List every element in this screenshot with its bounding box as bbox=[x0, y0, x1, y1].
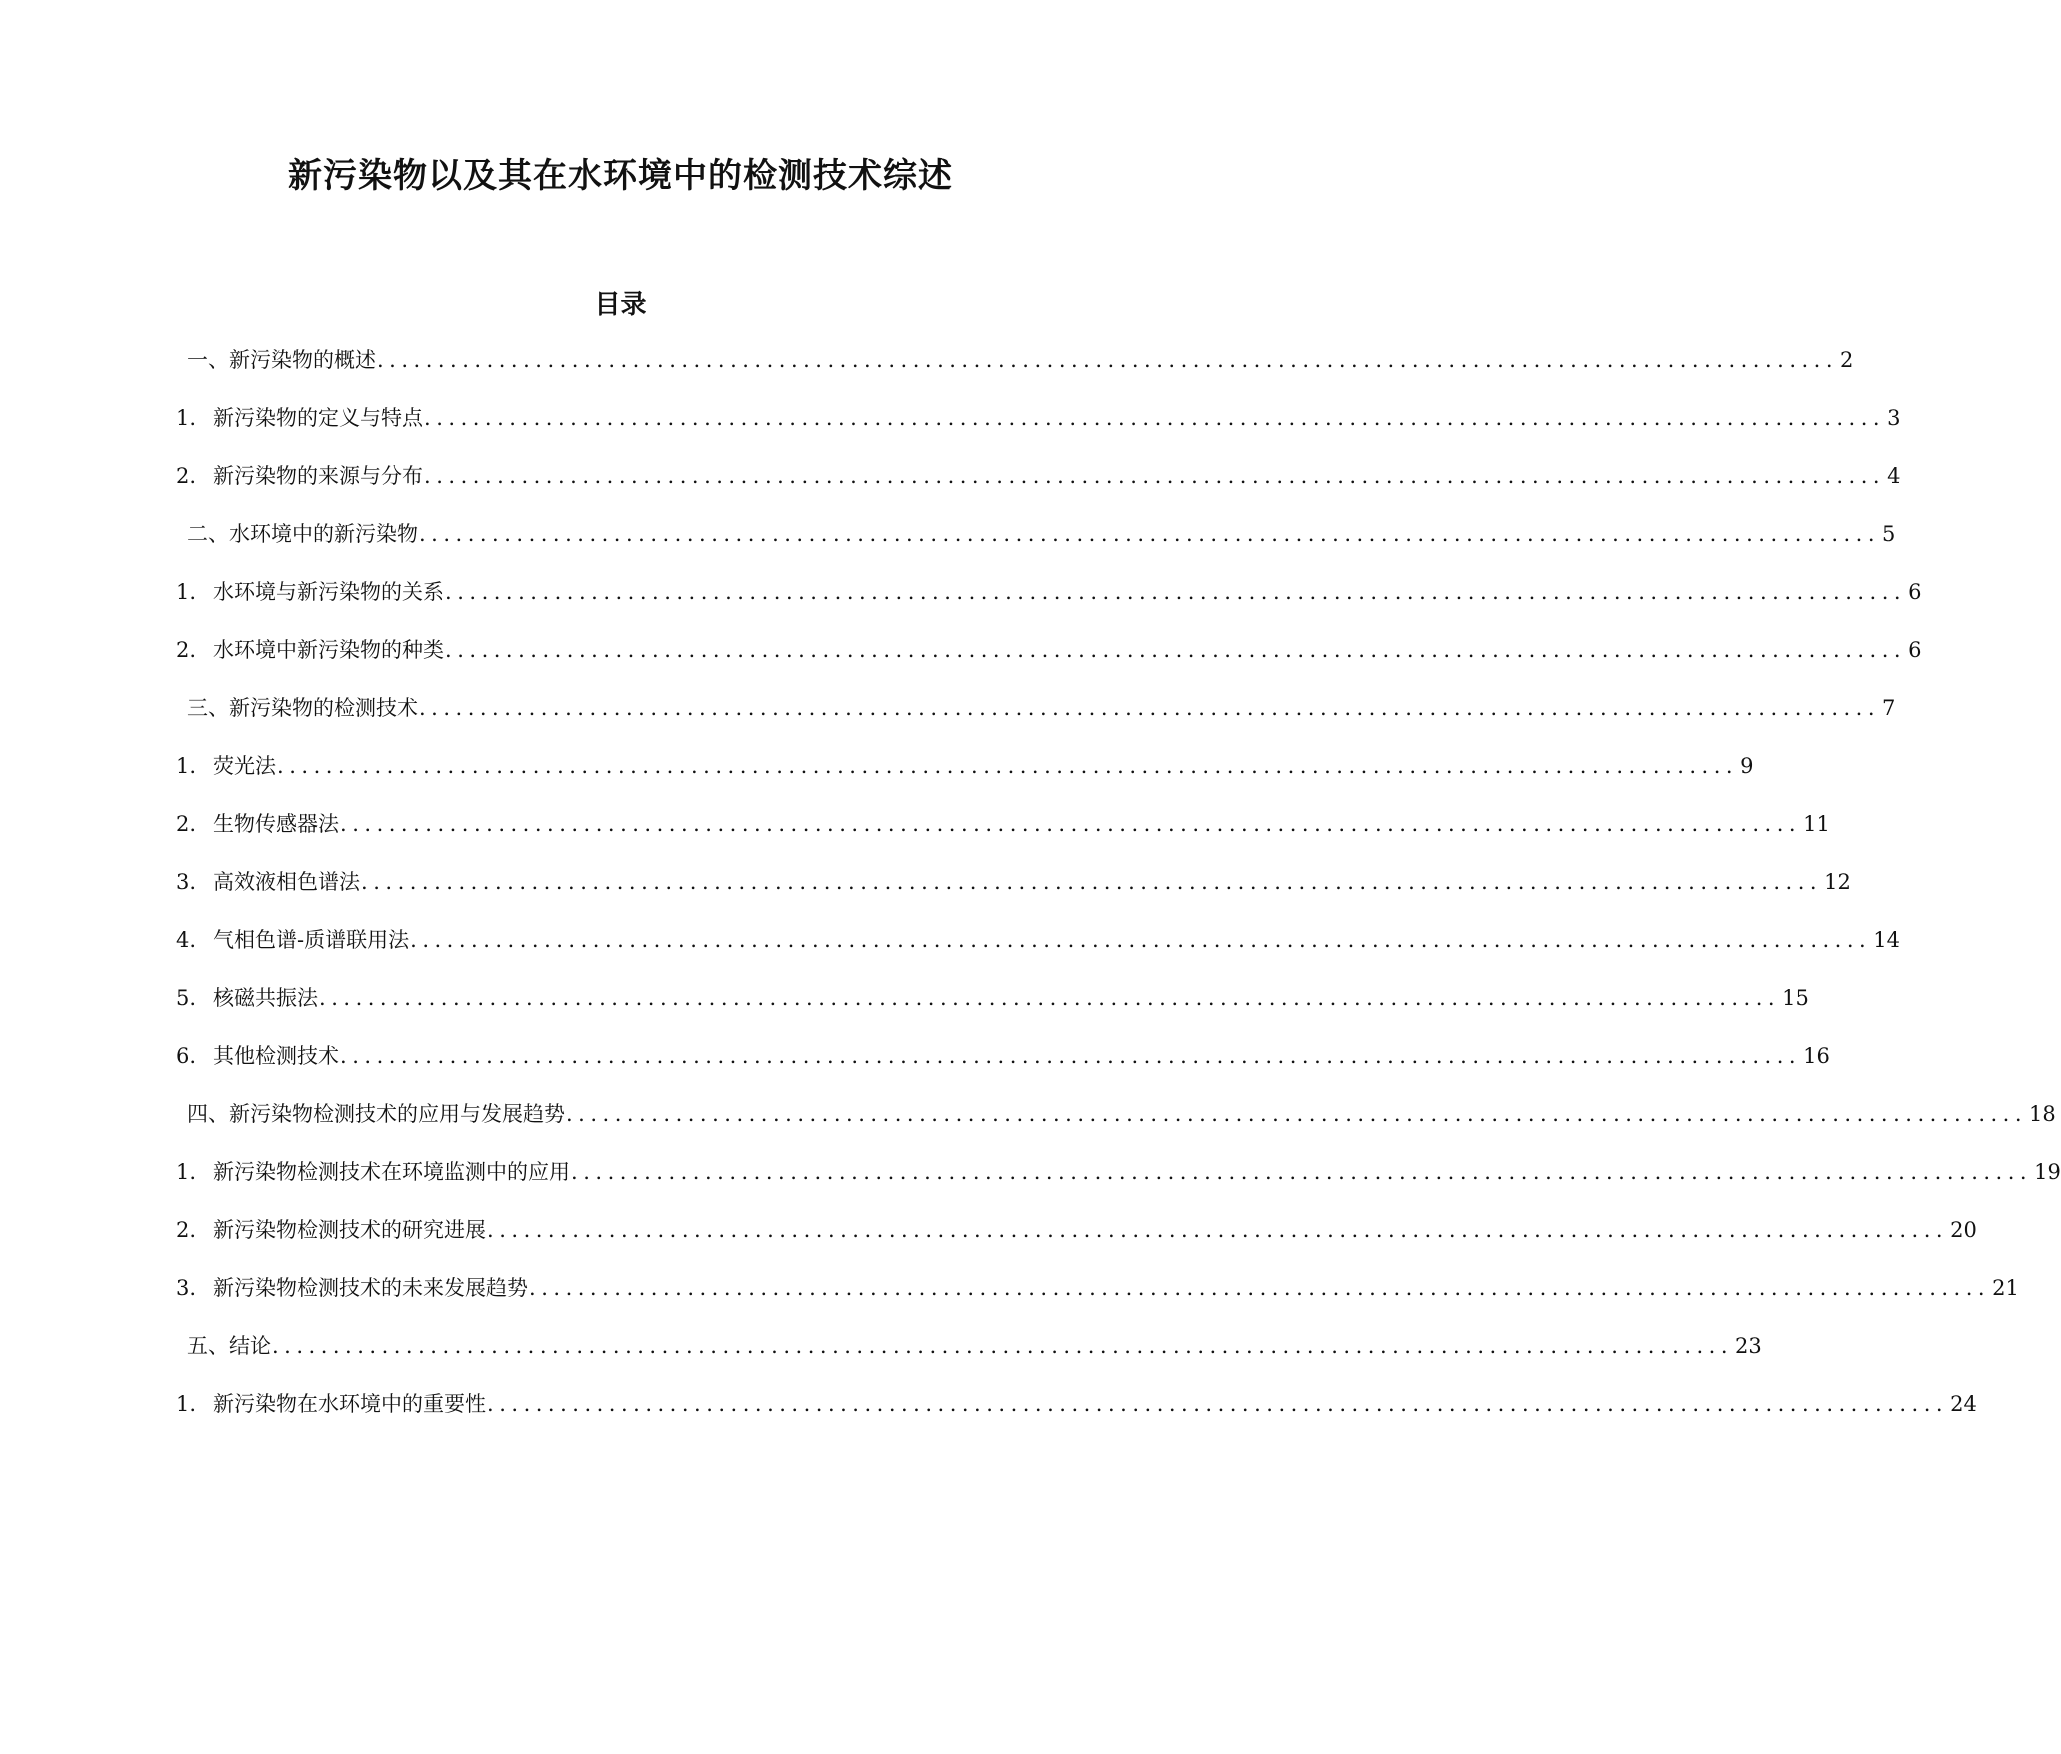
toc-dot-leader: ........................................................................................................................ bbox=[419, 522, 1881, 546]
toc-entry-label: 新污染物检测技术的未来发展趋势 bbox=[213, 1276, 529, 1300]
toc-section-entry[interactable] bbox=[187, 518, 1896, 552]
toc-entry-label: 四、新污染物检测技术的应用与发展趋势 bbox=[187, 1102, 565, 1126]
toc-entry-number: 3. bbox=[176, 870, 197, 894]
toc-entry-number: 6. bbox=[176, 1044, 197, 1068]
toc-subsection-entry[interactable] bbox=[176, 1272, 2019, 1306]
toc-entry-number: 5. bbox=[176, 986, 197, 1010]
toc-page-number: 21 bbox=[1992, 1276, 2019, 1300]
toc-dot-leader: ........................................................................................................................ bbox=[445, 580, 1907, 604]
toc-page-number: 14 bbox=[1873, 928, 1900, 952]
toc-dot-leader: ........................................................................................................................ bbox=[277, 754, 1739, 778]
toc-subsection-entry[interactable] bbox=[176, 808, 1830, 842]
toc-section-entry[interactable] bbox=[187, 1330, 1762, 1364]
toc-dot-leader: ........................................................................................................................ bbox=[529, 1276, 1991, 1300]
toc-dot-leader: ........................................................................................................................ bbox=[487, 1392, 1949, 1416]
toc-page-number: 7 bbox=[1882, 696, 1896, 720]
toc-dot-leader: ........................................................................................................................ bbox=[272, 1334, 1734, 1358]
toc-dot-leader: ........................................................................................................................ bbox=[361, 870, 1823, 894]
toc-page-number: 23 bbox=[1735, 1334, 1762, 1358]
toc-page-number: 5 bbox=[1882, 522, 1896, 546]
toc-entry-label: 三、新污染物的检测技术 bbox=[187, 696, 418, 720]
toc-entry-label: 五、结论 bbox=[187, 1334, 271, 1358]
toc-dot-leader: ........................................................................................................................ bbox=[377, 348, 1839, 372]
toc-entry-number: 2. bbox=[176, 638, 197, 662]
toc-page-number: 6 bbox=[1908, 580, 1922, 604]
toc-subsection-entry[interactable] bbox=[176, 402, 1901, 436]
toc-dot-leader: ........................................................................................................................ bbox=[424, 406, 1886, 430]
toc-subsection-entry[interactable] bbox=[176, 750, 1754, 784]
toc-section-entry[interactable] bbox=[187, 692, 1896, 726]
toc-entry-label: 荧光法 bbox=[213, 754, 277, 778]
toc-section-entry[interactable] bbox=[187, 344, 1854, 378]
toc-subsection-entry[interactable] bbox=[176, 460, 1901, 494]
toc-entry-label: 新污染物在水环境中的重要性 bbox=[213, 1392, 487, 1416]
toc-page-number: 11 bbox=[1803, 812, 1830, 836]
toc-dot-leader: ........................................................................................................................ bbox=[319, 986, 1781, 1010]
toc-entry-number: 1. bbox=[176, 1160, 197, 1184]
toc-page-number: 15 bbox=[1782, 986, 1809, 1010]
toc-page-number: 3 bbox=[1887, 406, 1901, 430]
toc-subsection-entry[interactable] bbox=[176, 924, 1900, 958]
toc-entry-number: 2. bbox=[176, 1218, 197, 1242]
toc-dot-leader: ........................................................................................................................ bbox=[340, 1044, 1802, 1068]
toc-page-number: 24 bbox=[1950, 1392, 1977, 1416]
toc-subsection-entry[interactable] bbox=[176, 1156, 2061, 1190]
toc-subsection-entry[interactable] bbox=[176, 1214, 1977, 1248]
toc-dot-leader: ........................................................................................................................ bbox=[419, 696, 1881, 720]
toc-entry-label: 核磁共振法 bbox=[213, 986, 319, 1010]
toc-dot-leader: ........................................................................................................................ bbox=[424, 464, 1886, 488]
toc-subsection-entry[interactable] bbox=[176, 576, 1922, 610]
toc-entry-label: 二、水环境中的新污染物 bbox=[187, 522, 418, 546]
toc-entry-label: 水环境中新污染物的种类 bbox=[213, 638, 445, 662]
toc-dot-leader: ........................................................................................................................ bbox=[487, 1218, 1949, 1242]
toc-subsection-entry[interactable] bbox=[176, 1388, 1977, 1422]
toc-page-number: 2 bbox=[1840, 348, 1854, 372]
toc-dot-leader: ........................................................................................................................ bbox=[445, 638, 1907, 662]
toc-entry-label: 新污染物的来源与分布 bbox=[213, 464, 424, 488]
toc-page-number: 19 bbox=[2034, 1160, 2061, 1184]
toc-page-number: 12 bbox=[1824, 870, 1851, 894]
toc-entry-label: 新污染物的定义与特点 bbox=[213, 406, 424, 430]
toc-dot-leader: ........................................................................................................................ bbox=[410, 928, 1872, 952]
toc-entry-label: 高效液相色谱法 bbox=[213, 870, 361, 894]
toc-dot-leader: ........................................................................................................................ bbox=[340, 812, 1802, 836]
toc-subsection-entry[interactable] bbox=[176, 866, 1851, 900]
toc-entry-label: 一、新污染物的概述 bbox=[187, 348, 376, 372]
toc-entry-number: 1. bbox=[176, 406, 197, 430]
toc-entry-number: 2. bbox=[176, 464, 197, 488]
toc-entry-number: 1. bbox=[176, 1392, 197, 1416]
toc-page-number: 9 bbox=[1740, 754, 1754, 778]
toc-entry-label: 新污染物检测技术的研究进展 bbox=[213, 1218, 487, 1242]
toc-page-number: 20 bbox=[1950, 1218, 1977, 1242]
toc-subsection-entry[interactable] bbox=[176, 1040, 1830, 1074]
toc-entry-number: 3. bbox=[176, 1276, 197, 1300]
document-title: 新污染物以及其在水环境中的检测技术综述 bbox=[288, 156, 953, 196]
toc-page-number: 16 bbox=[1803, 1044, 1830, 1068]
toc-subsection-entry[interactable] bbox=[176, 634, 1922, 668]
toc-page-number: 4 bbox=[1887, 464, 1901, 488]
toc-heading: 目录 bbox=[594, 290, 647, 320]
toc-page-number: 18 bbox=[2029, 1102, 2056, 1126]
toc-page-number: 6 bbox=[1908, 638, 1922, 662]
toc-section-entry[interactable] bbox=[187, 1098, 2056, 1132]
toc-entry-number: 4. bbox=[176, 928, 197, 952]
toc-entry-label: 其他检测技术 bbox=[213, 1044, 340, 1068]
toc-entry-label: 水环境与新污染物的关系 bbox=[213, 580, 445, 604]
toc-entry-number: 1. bbox=[176, 580, 197, 604]
toc-entry-label: 气相色谱-质谱联用法 bbox=[213, 928, 410, 952]
toc-dot-leader: ........................................................................................................................ bbox=[566, 1102, 2028, 1126]
toc-entry-number: 2. bbox=[176, 812, 197, 836]
toc-entry-label: 新污染物检测技术在环境监测中的应用 bbox=[213, 1160, 571, 1184]
toc-subsection-entry[interactable] bbox=[176, 982, 1809, 1016]
toc-dot-leader: ........................................................................................................................ bbox=[571, 1160, 2033, 1184]
toc-entry-number: 1. bbox=[176, 754, 197, 778]
toc-entry-label: 生物传感器法 bbox=[213, 812, 340, 836]
